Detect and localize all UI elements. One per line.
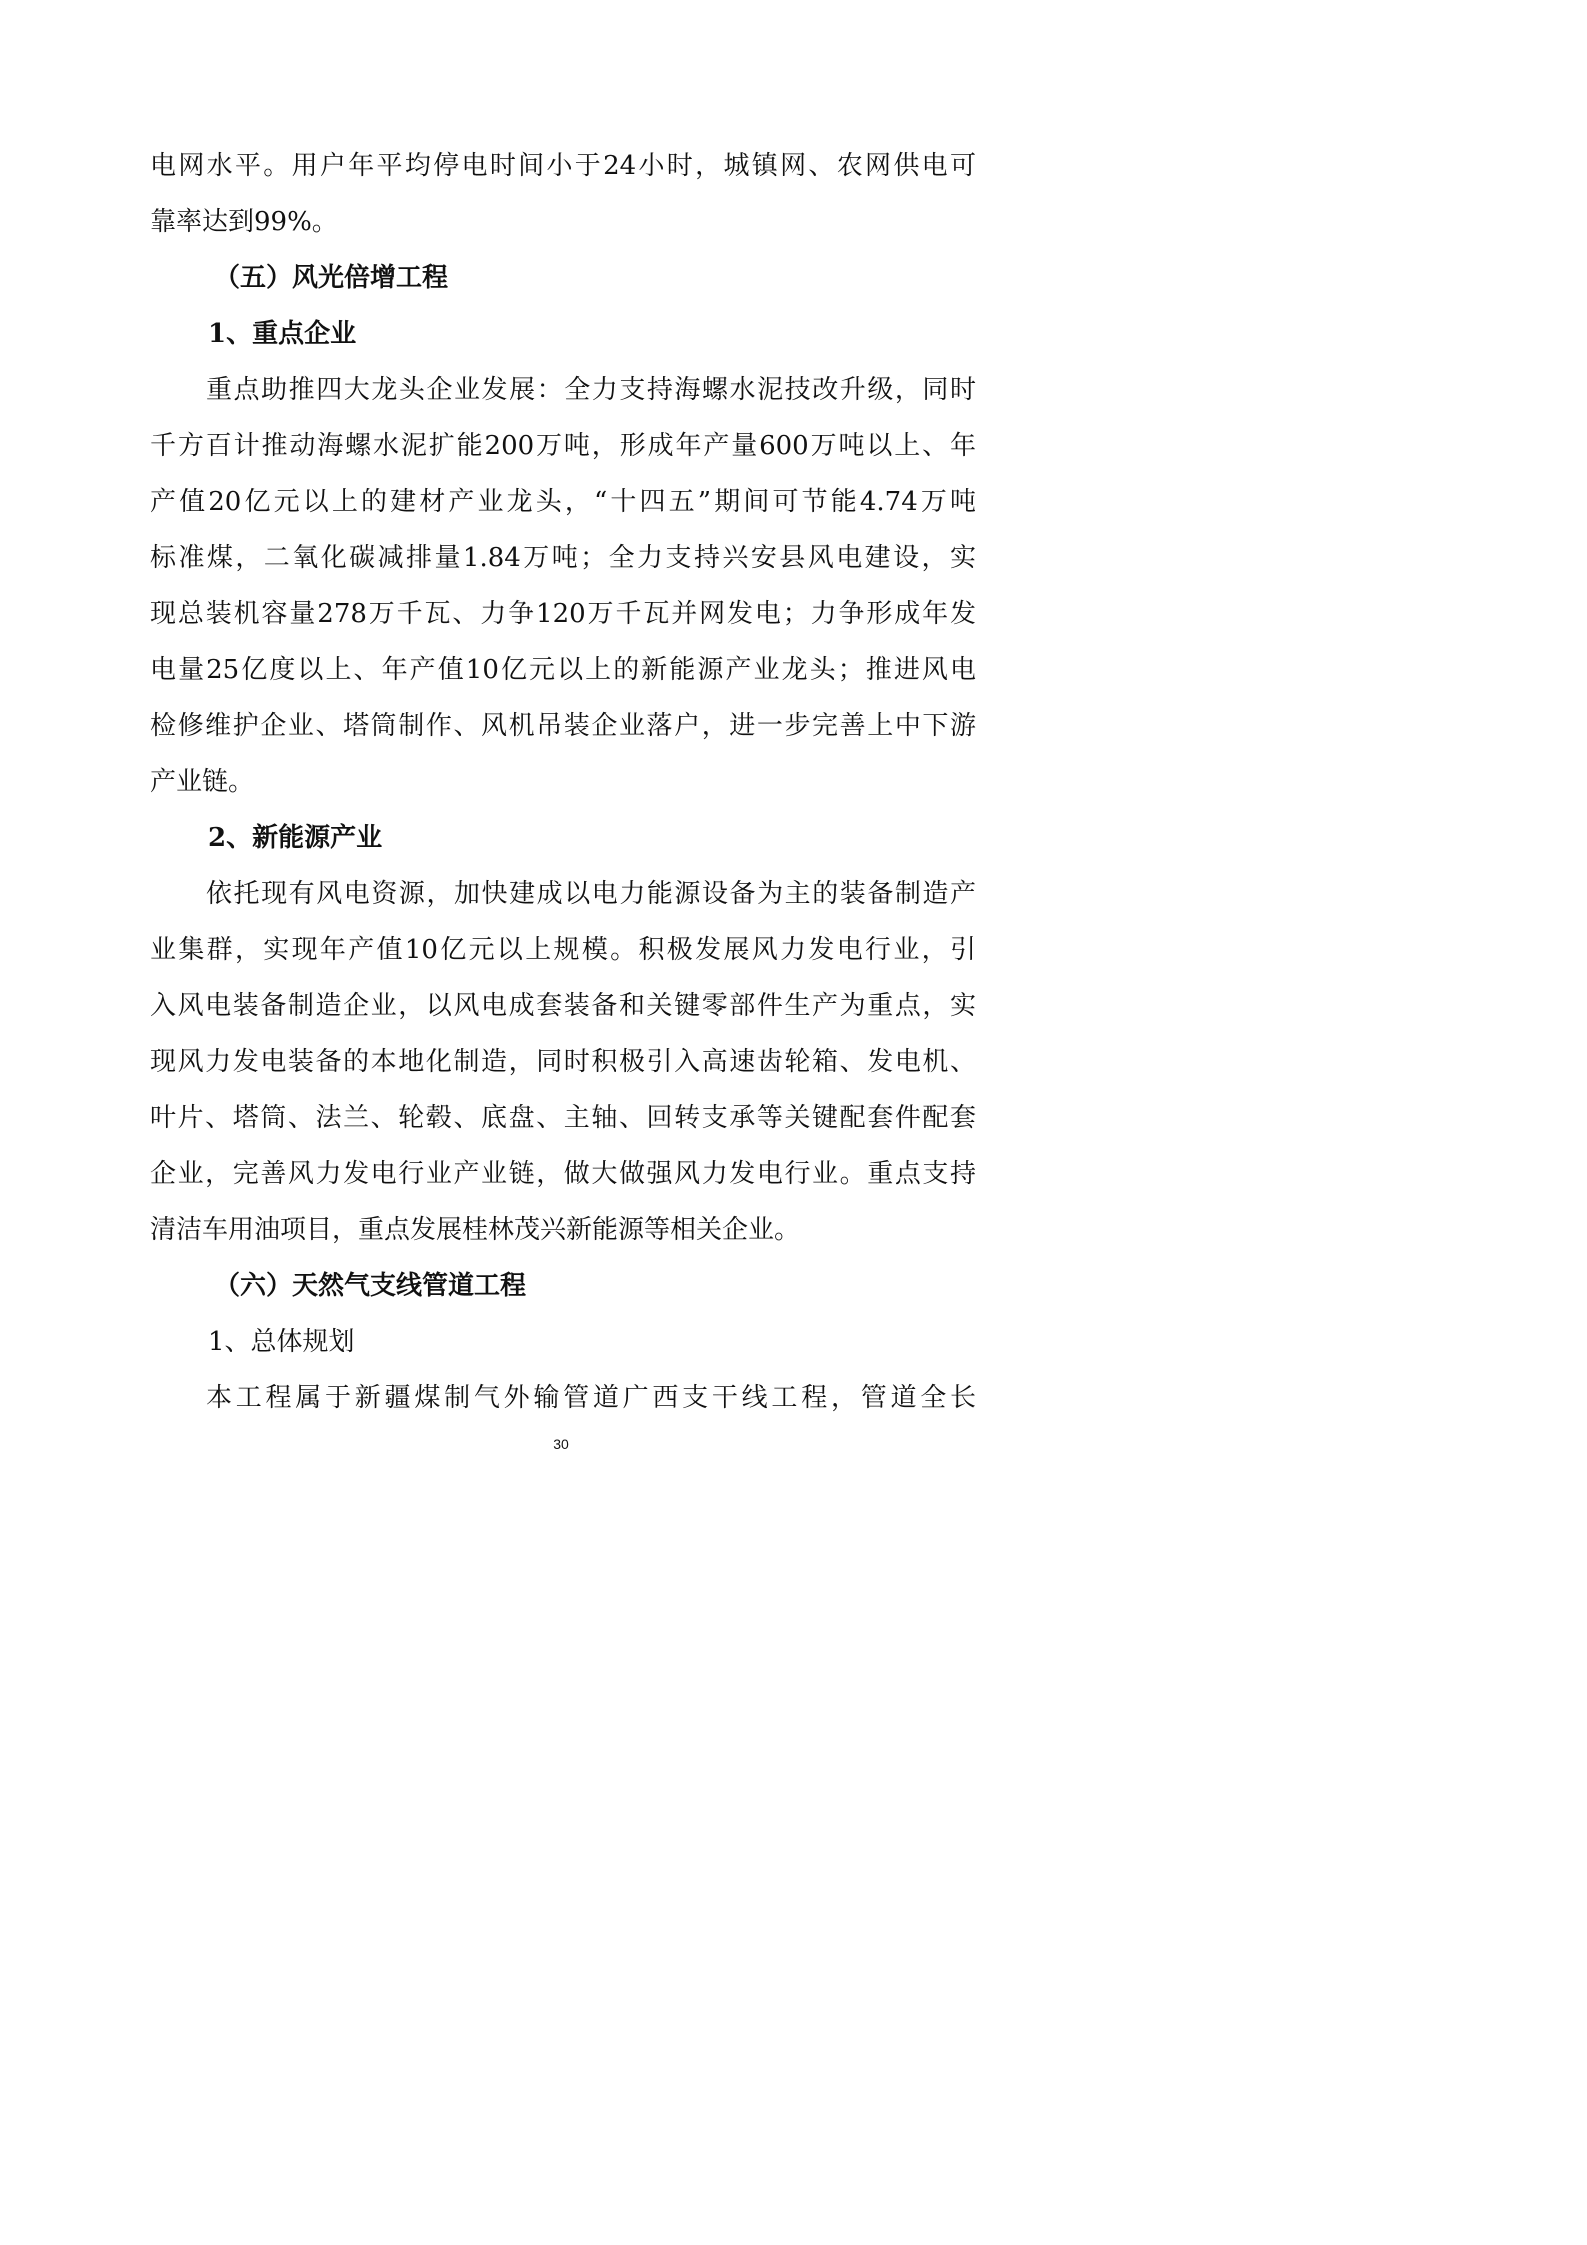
body-text-line: 电量25亿度以上、年产值10亿元以上的新能源产业龙头；推进风电: [150, 655, 976, 685]
subsection-heading: 2、新能源产业: [208, 823, 383, 853]
section-heading: （六）天然气支线管道工程: [214, 1271, 527, 1301]
body-text-line: 产业链。: [150, 767, 255, 797]
body-text-line: 业集群，实现年产值10亿元以上规模。积极发展风力发电行业，引: [150, 935, 976, 965]
body-text-line: 靠率达到99%。: [150, 207, 338, 237]
body-text-line: 企业，完善风力发电行业产业链，做大做强风力发电行业。重点支持: [150, 1159, 976, 1189]
page-number: 30: [553, 1436, 569, 1452]
body-text-line: 检修维护企业、塔筒制作、风机吊装企业落户，进一步完善上中下游: [150, 711, 976, 741]
section-heading: （五）风光倍增工程: [214, 263, 449, 293]
body-text-line: 现风力发电装备的本地化制造，同时积极引入高速齿轮箱、发电机、: [150, 1047, 976, 1077]
body-text-line: 现总装机容量278万千瓦、力争120万千瓦并网发电；力争形成年发: [150, 599, 976, 629]
paragraph-first-line: 重点助推四大龙头企业发展：全力支持海螺水泥技改升级，同时: [206, 375, 976, 405]
subsection-heading: 1、重点企业: [208, 319, 357, 349]
body-text-line: 标准煤，二氧化碳减排量1.84万吨；全力支持兴安县风电建设，实: [150, 543, 976, 573]
body-text-line: 清洁车用油项目，重点发展桂林茂兴新能源等相关企业。: [150, 1215, 801, 1245]
body-text-line: 叶片、塔筒、法兰、轮毂、底盘、主轴、回转支承等关键配套件配套: [150, 1103, 976, 1133]
paragraph-first-line: 依托现有风电资源，加快建成以电力能源设备为主的装备制造产: [206, 879, 976, 909]
body-text-line: 千方百计推动海螺水泥扩能200万吨，形成年产量600万吨以上、年: [150, 431, 976, 461]
body-text-line: 入风电装备制造企业，以风电成套装备和关键零部件生产为重点，实: [150, 991, 976, 1021]
subsection-heading: 1、总体规划: [208, 1327, 355, 1357]
body-text-line: 产值20亿元以上的建材产业龙头，“十四五”期间可节能4.74万吨: [150, 487, 976, 517]
body-text-line: 电网水平。用户年平均停电时间小于24小时，城镇网、农网供电可: [150, 151, 976, 181]
document-body: [150, 138, 976, 1426]
paragraph-first-line: 本工程属于新疆煤制气外输管道广西支干线工程，管道全长: [206, 1383, 976, 1413]
document-page: [0, 0, 1122, 1587]
